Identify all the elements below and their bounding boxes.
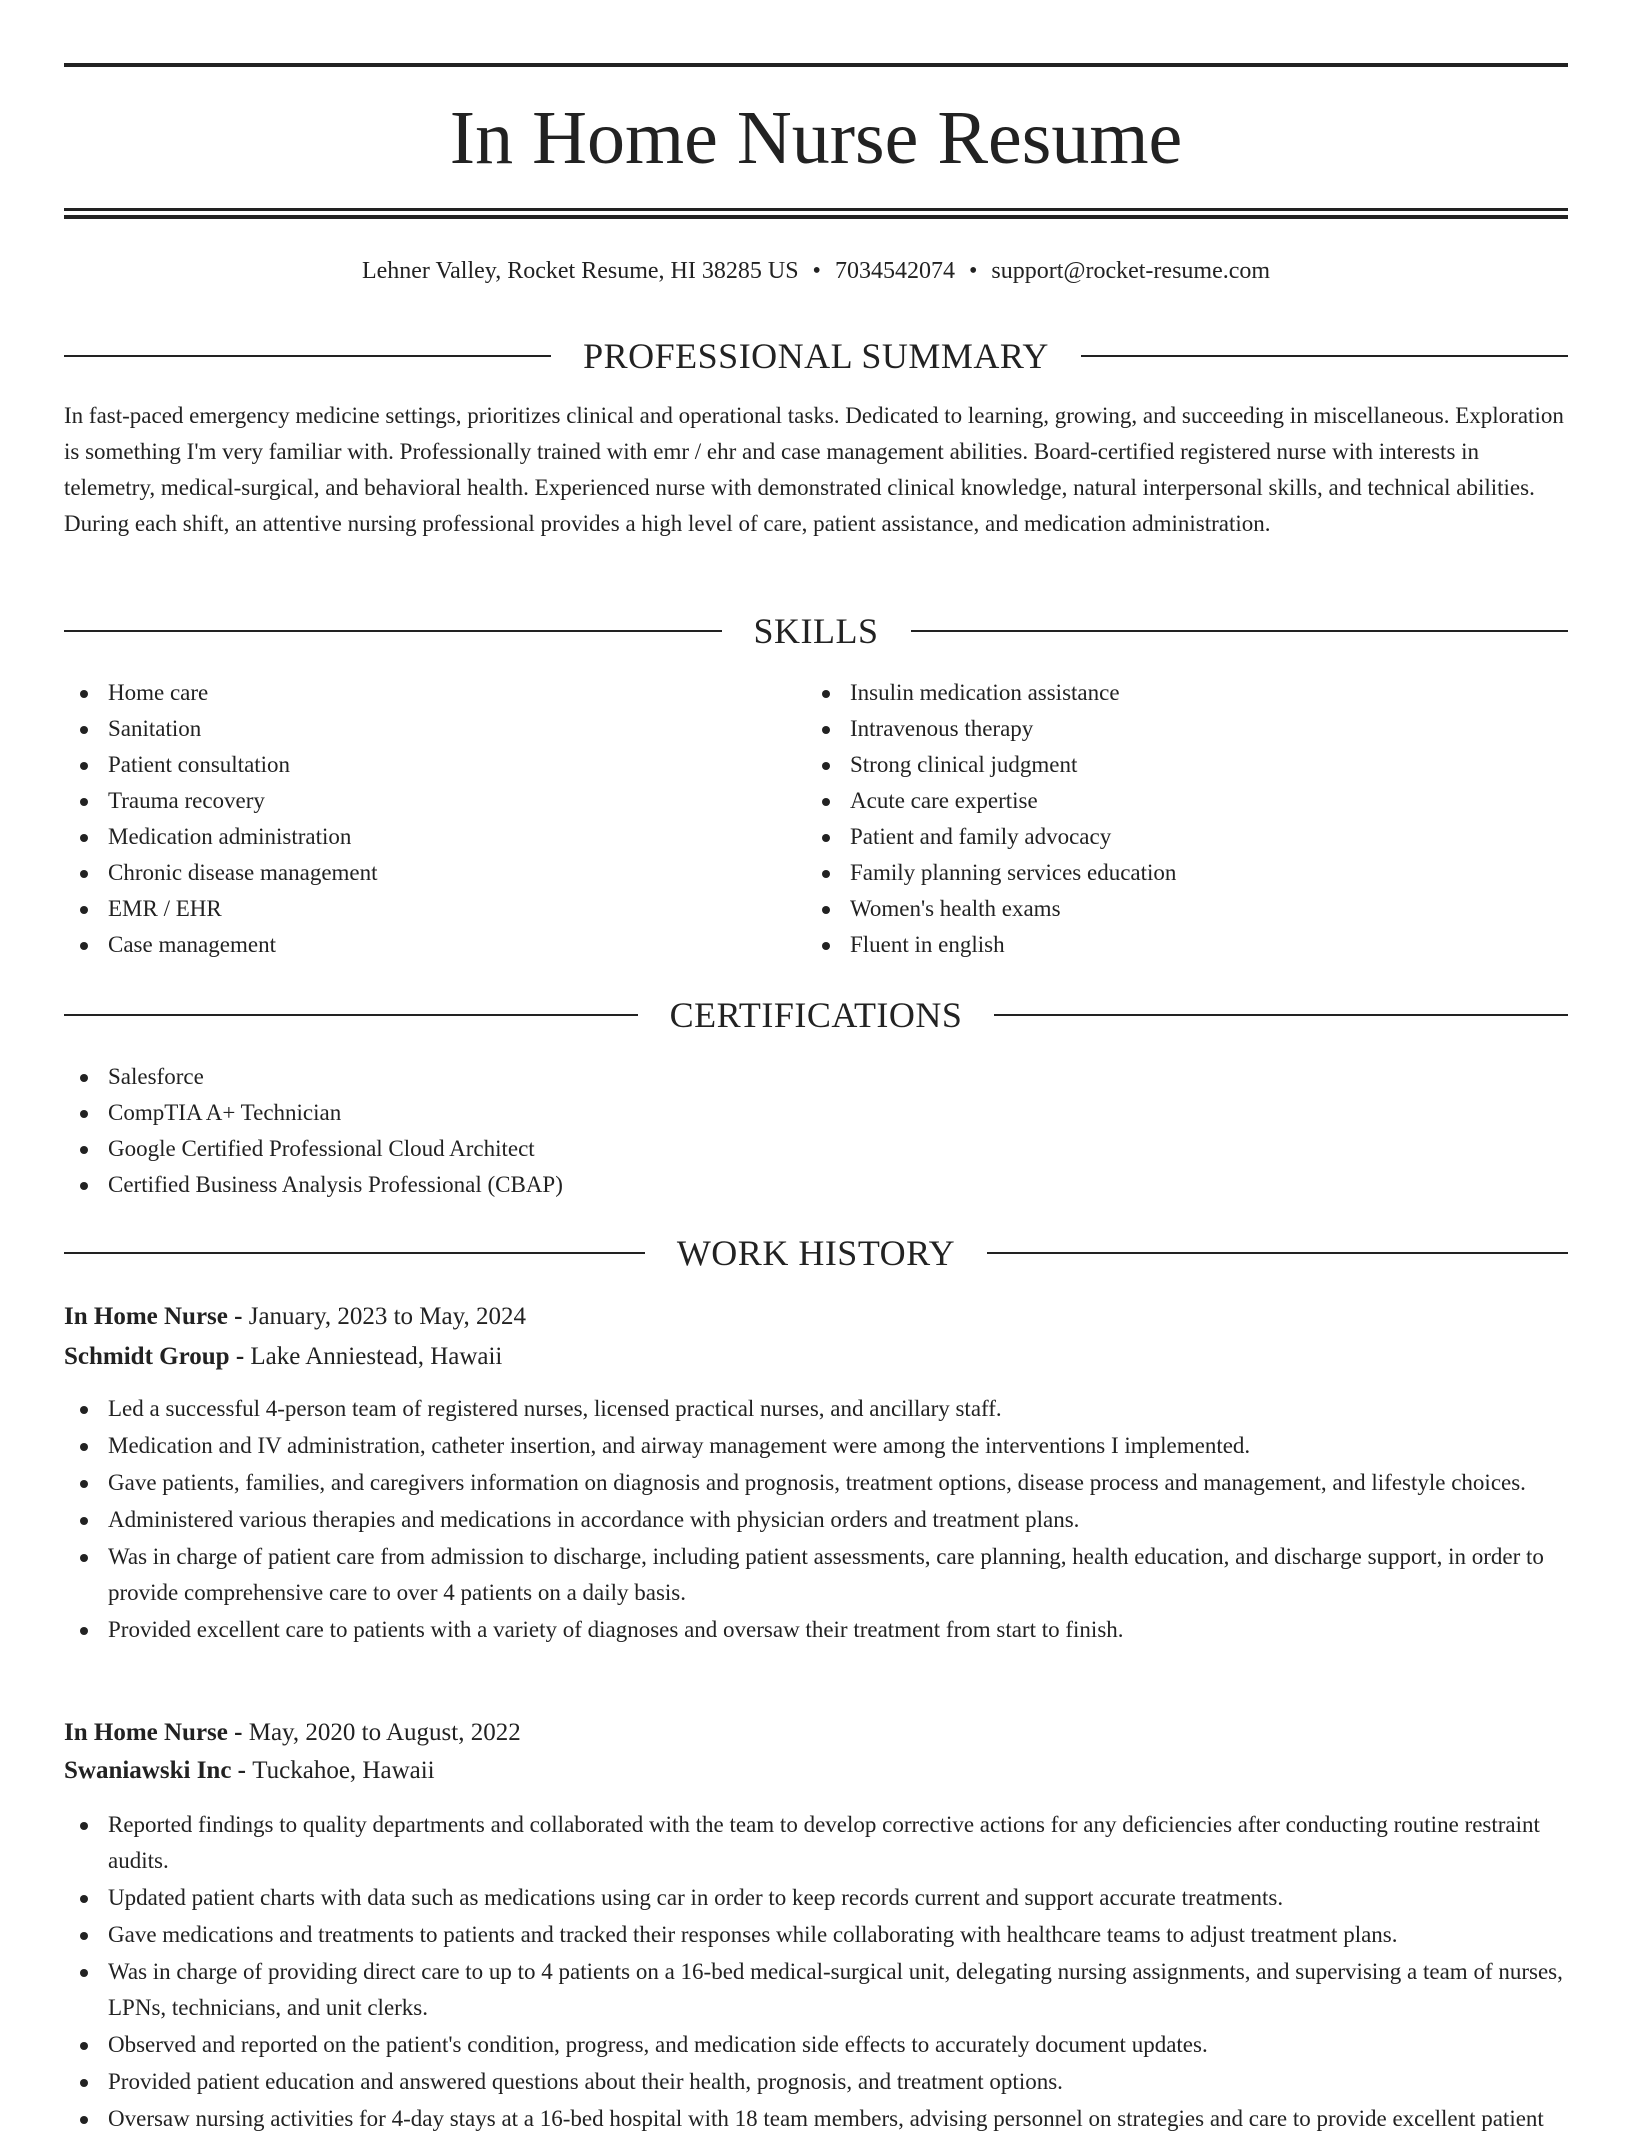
heading-rule: [64, 630, 722, 632]
job-company: Schmidt Group: [64, 1343, 230, 1370]
skill-item: Patient consultation: [64, 747, 804, 783]
job-duties-list: [64, 1807, 1568, 2138]
heading-rule: [994, 1014, 1568, 1016]
certification-item: Certified Business Analysis Professional (CBAP): [64, 1167, 1568, 1203]
skills-heading-label: SKILLS: [753, 611, 879, 651]
duty-item: Medication and IV administration, catheter insertion, and airway management were among the interventions I implemented.: [64, 1428, 1568, 1464]
job-title-line: [64, 1715, 1568, 1751]
job-location: Tuckahoe, Hawaii: [252, 1757, 435, 1784]
job-dates: May, 2020 to August, 2022: [248, 1719, 521, 1746]
job-company-line: [64, 1753, 1568, 1789]
certifications-heading: [64, 993, 1568, 1037]
job-dates: January, 2023 to May, 2024: [248, 1303, 526, 1330]
heading-rule: [911, 630, 1569, 632]
certifications-list: [64, 1059, 1568, 1203]
skill-item: Strong clinical judgment: [806, 747, 1566, 783]
certification-item: CompTIA A+ Technician: [64, 1095, 1568, 1131]
job-separator: -: [227, 1719, 249, 1746]
job-company: Swaniawski Inc: [64, 1757, 232, 1784]
job-separator: -: [227, 1303, 249, 1330]
duty-item: Led a successful 4-person team of registered nurses, licensed practical nurses, and ancillary staff.: [64, 1391, 1568, 1427]
skill-item: Case management: [64, 927, 804, 963]
heading-rule: [64, 1014, 638, 1016]
certification-item: Salesforce: [64, 1059, 1568, 1095]
job-company-line: [64, 1339, 1568, 1375]
duty-item: Reported findings to quality departments and collaborated with the team to develop corrective actions for any deficiencies after conducting routine restraint audits.: [64, 1807, 1568, 1879]
certification-item: Google Certified Professional Cloud Architect: [64, 1131, 1568, 1167]
contact-phone: 7034542074: [834, 258, 955, 284]
skill-item: Family planning services education: [806, 855, 1566, 891]
duty-item: Was in charge of patient care from admission to discharge, including patient assessments, care planning, health education, and discharge support, in order to provide comprehensive care to over 4 patients on a daily basis.: [64, 1539, 1568, 1611]
duty-item: Was in charge of providing direct care to up to 4 patients on a 16-bed medical-surgical unit, delegating nursing assignments, and supervising a team of nurses, LPNs, technicians, and unit clerks.: [64, 1954, 1568, 2026]
top-rule: [64, 63, 1568, 67]
heading-rule: [1081, 355, 1568, 357]
skill-item: EMR / EHR: [64, 891, 804, 927]
skill-item: Trauma recovery: [64, 783, 804, 819]
skill-item: Intravenous therapy: [806, 711, 1566, 747]
duty-item: Provided excellent care to patients with a variety of diagnoses and oversaw their treatment from start to finish.: [64, 1612, 1568, 1648]
duty-item: Provided patient education and answered questions about their health, prognosis, and treatment options.: [64, 2064, 1568, 2100]
heading-rule: [64, 1252, 645, 1254]
duty-item: Oversaw nursing activities for 4-day stays at a 16-bed hospital with 18 team members, advising personnel on strategies and care to provide excellent patient: [64, 2101, 1568, 2137]
duty-item: Updated patient charts with data such as medications using car in order to keep records current and support accurate treatments.: [64, 1880, 1568, 1916]
duty-item: Gave medications and treatments to patients and tracked their responses while collaborating with healthcare teams to adjust treatment plans.: [64, 1917, 1568, 1953]
duty-item: Observed and reported on the patient's condition, progress, and medication side effects to accurately document updates.: [64, 2027, 1568, 2063]
skills-list-left: [64, 675, 804, 963]
contact-separator: •: [968, 258, 978, 284]
work-history-heading-label: WORK HISTORY: [676, 1233, 956, 1273]
job-title: In Home Nurse: [64, 1719, 228, 1746]
job-title: In Home Nurse: [64, 1303, 228, 1330]
job-separator: -: [229, 1343, 251, 1370]
job-duties-list: [64, 1391, 1568, 1649]
duty-item: Gave patients, families, and caregivers information on diagnosis and prognosis, treatment options, disease process and management, and lifestyle choices.: [64, 1465, 1568, 1501]
certifications-heading-label: CERTIFICATIONS: [669, 995, 963, 1035]
skill-item: Chronic disease management: [64, 855, 804, 891]
duty-item: Administered various therapies and medications in accordance with physician orders and treatment plans.: [64, 1502, 1568, 1538]
contact-separator: •: [812, 258, 821, 284]
summary-text: In fast-paced emergency medicine settings, prioritizes clinical and operational tasks. Dedicated to learning, growing, and succeeding in miscellaneous. Exploration is something I'm very familiar with. Professionally trained with emr / ehr and case management abilities. Board-certified registered nurse with interests in telemetry, medical-surgical, and behavioral health. Experienced nurse with demonstrated clinical knowledge, natural interpersonal skills, and technical abilities. During each shift, an attentive nursing professional provides a high level of care, patient assistance, and medication administration.: [64, 403, 1564, 536]
work-history-heading: [64, 1231, 1568, 1275]
skill-item: Home care: [64, 675, 804, 711]
skill-item: Acute care expertise: [806, 783, 1566, 819]
heading-rule: [64, 355, 551, 357]
skill-item: Sanitation: [64, 711, 804, 747]
skills-list-right: [806, 675, 1566, 963]
skills-heading: [64, 609, 1568, 653]
job-title-line: [64, 1299, 1568, 1335]
skill-item: Medication administration: [64, 819, 804, 855]
skill-item: Patient and family advocacy: [806, 819, 1566, 855]
skill-item: Insulin medication assistance: [806, 675, 1566, 711]
skill-item: Fluent in english: [806, 927, 1566, 963]
title-rule-lower: [64, 215, 1568, 219]
skill-item: Women's health exams: [806, 891, 1566, 927]
summary-heading-label: PROFESSIONAL SUMMARY: [583, 336, 1049, 376]
title-rule-upper: [64, 208, 1568, 211]
contact-email: support@rocket-resume.com: [991, 258, 1271, 284]
heading-rule: [987, 1252, 1568, 1254]
summary-heading: [64, 334, 1568, 378]
contact-address: Lehner Valley, Rocket Resume, HI 38285 US: [361, 258, 799, 284]
contact-line: [64, 253, 1568, 289]
job-separator: -: [231, 1757, 253, 1784]
job-location: Lake Anniestead, Hawaii: [250, 1343, 503, 1370]
resume-title: In Home Nurse Resume: [449, 96, 1183, 180]
